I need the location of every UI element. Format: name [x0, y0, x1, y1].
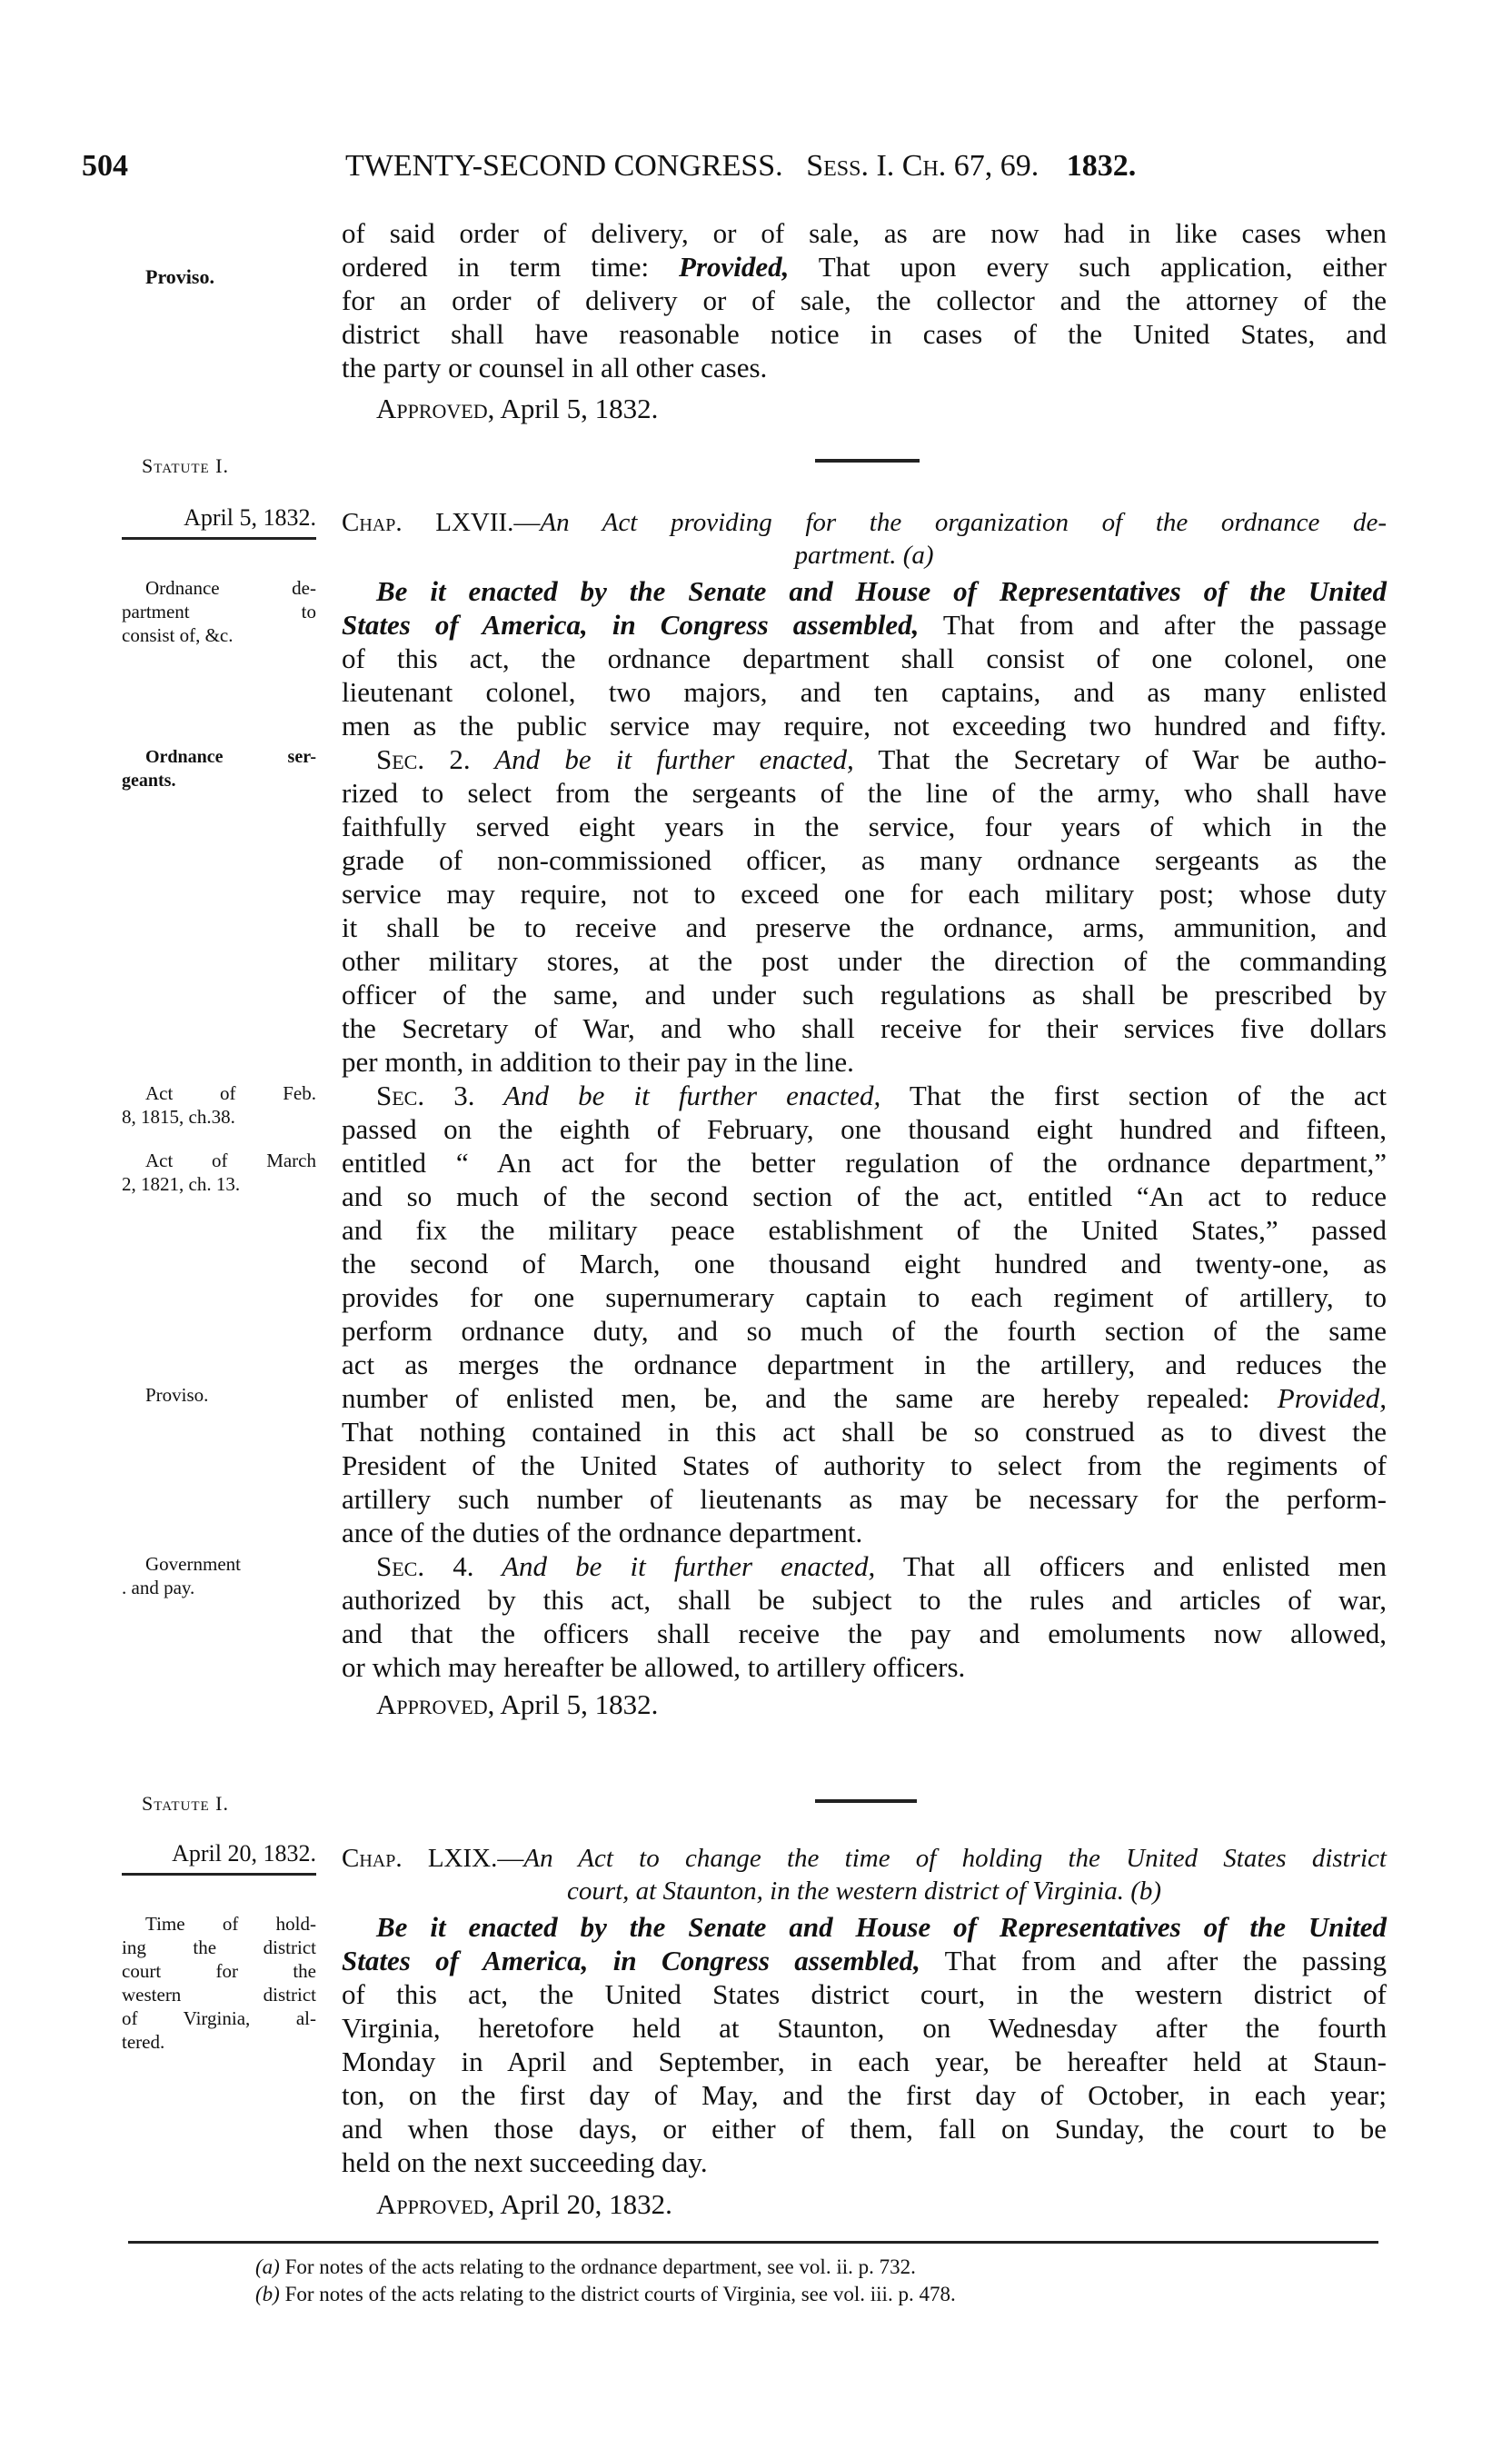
- body-line: and so much of the second section of the act, entitled “An act to reduce: [342, 1180, 1387, 1212]
- section-divider: [815, 1799, 917, 1803]
- margin-note-government-and-pay: Government . and pay.: [122, 1553, 241, 1598]
- body-line: ance of the duties of the ordnance department.: [342, 1517, 863, 1548]
- body-line: Monday in April and September, in each year, be hereafter held at Staun-: [342, 2046, 1387, 2077]
- chapter-title-line: partment. (a): [794, 541, 934, 570]
- body-line: That nothing contained in this act shall be so construed as to divest the: [342, 1416, 1387, 1448]
- page-number: 504: [82, 149, 128, 183]
- margin-note-act-feb-1815: Act of Feb. 8, 1815, ch.38.: [122, 1082, 316, 1128]
- body-line: lieutenant colonel, two majors, and ten captains, and as many enlisted: [342, 676, 1387, 708]
- body-line: service may require, not to exceed one for each military post; whose duty: [342, 878, 1387, 910]
- running-title: [345, 149, 1136, 184]
- body-line: grade of non-commissioned officer, as many ordnance sergeants as the: [342, 844, 1387, 876]
- body-line: rized to select from the sergeants of the line of the army, who shall have: [342, 777, 1387, 809]
- body-line: ton, on the first day of May, and the first day of October, in each year;: [342, 2079, 1387, 2111]
- body-line: act as merges the ordnance department in the artillery, and reduces the: [342, 1349, 1387, 1380]
- chapter-label: Chap. LXVII.—: [342, 508, 541, 537]
- approved-line: Approved, April 5, 1832.: [376, 1688, 659, 1720]
- enacting-clause: Be it enacted by the Senate and House of Representatives of the United: [376, 1911, 1387, 1943]
- margin-note-ordnance-sergeants: Ordnance ser- geants.: [122, 747, 316, 791]
- body-line: the Secretary of War, and who shall receive for their services five dollars: [342, 1012, 1387, 1044]
- body-line: entitled “ An act for the better regulation of the ordnance department,”: [342, 1147, 1387, 1179]
- body-line: States of America, in Congress assembled, That from and after the passing: [342, 1945, 1387, 1976]
- body-line: district shall have reasonable notice in cases of the United States, and: [342, 318, 1387, 350]
- body-line: States of America, in Congress assembled, That from and after the passage: [342, 609, 1387, 641]
- body-line: Virginia, heretofore held at Staunton, on Wednesday after the fourth: [342, 2012, 1387, 2044]
- body-line: provides for one supernumerary captain to each regiment of artillery, to: [342, 1281, 1387, 1313]
- body-line: and that the officers shall receive the pay and emoluments now allowed,: [342, 1618, 1387, 1649]
- margin-note-ordnance-department: Ordnance de- partment to consist of, &c.: [122, 577, 316, 646]
- section-4-heading: Sec. 4. And be it further enacted, That all officers and enlisted men: [376, 1550, 1387, 1582]
- body-line: men as the public service may require, not exceeding two hundred and fifty.: [342, 710, 1387, 742]
- approved-line: Approved, April 5, 1832.: [376, 393, 659, 424]
- chapter-date: April 5, 1832.: [122, 504, 316, 540]
- body-line: for an order of delivery or of sale, the collector and the attorney of the: [342, 284, 1387, 316]
- provided-word: Provided,: [1249, 1382, 1387, 1414]
- body-line: the party or counsel in all other cases.: [342, 352, 768, 383]
- header-year: 1832.: [1066, 149, 1137, 183]
- margin-note-proviso-2: Proviso.: [145, 1384, 209, 1406]
- enacting-clause: Be it enacted by the Senate and House of Representatives of the United: [376, 575, 1387, 607]
- body-line: ordered in term time: Provided, That upon every such application, either: [342, 251, 1388, 283]
- body-line: of said order of delivery, or of sale, as are now had in like cases when: [342, 217, 1387, 249]
- margin-note-proviso: Proviso.: [145, 265, 214, 288]
- body-line: per month, in addition to their pay in the line.: [342, 1046, 854, 1078]
- chapter-label: Chap. LXIX.—: [342, 1844, 524, 1873]
- body-line: and fix the military peace establishment of the United States,” passed: [342, 1214, 1387, 1246]
- body-line: of this act, the ordnance department shall consist of one colonel, one: [342, 642, 1387, 674]
- section-divider: [815, 459, 920, 463]
- body-line: officer of the same, and under such regulations as shall be prescribed by: [342, 979, 1387, 1010]
- body-line: perform ordnance duty, and so much of the fourth section of the same: [342, 1315, 1387, 1347]
- body-line: number of enlisted men, be, and the same are hereby repealed: Provided,: [342, 1382, 1387, 1414]
- chapter-title-line: court, at Staunton, in the western district of Virginia. (b): [566, 1877, 1162, 1906]
- chapter-title-line: Chap. LXIX.—An Act to change the time of holding the United States district: [342, 1844, 1387, 1873]
- statute-label: Statute I.: [142, 454, 230, 477]
- body-line: artillery such number of lieutenants as may be necessary for the perform-: [342, 1483, 1387, 1515]
- chapter-title-line: Chap. LXVII.—An Act providing for the organization of the ordnance de-: [342, 508, 1387, 537]
- provided-word: Provided,: [679, 251, 790, 283]
- body-line: authorized by this act, shall be subject to the rules and articles of war,: [342, 1584, 1387, 1616]
- session-chapters: Sess. I. Ch. 67, 69.: [806, 149, 1040, 183]
- body-line: it shall be to receive and preserve the ordnance, arms, ammunition, and: [342, 911, 1387, 943]
- body-line: other military stores, at the post under the direction of the commanding: [342, 945, 1387, 977]
- body-line: President of the United States of authority to select from the regiments of: [342, 1449, 1387, 1481]
- body-line: of this act, the United States district court, in the western district of: [342, 1978, 1387, 2010]
- section-3-heading: Sec. 3. And be it further enacted, That the first section of the act: [376, 1080, 1387, 1111]
- body-line: or which may hereafter be allowed, to artillery officers.: [342, 1651, 966, 1683]
- body-line: passed on the eighth of February, one thousand eight hundred and fifteen,: [342, 1113, 1387, 1145]
- footnote-a: (a) For notes of the acts relating to the ordnance department, see vol. ii. p. 732.: [255, 2255, 916, 2278]
- approved-line: Approved, April 20, 1832.: [376, 2188, 672, 2220]
- body-line: the second of March, one thousand eight hundred and twenty-one, as: [342, 1248, 1387, 1279]
- body-line: held on the next succeeding day.: [342, 2146, 708, 2178]
- chapter-date: April 20, 1832.: [122, 1840, 316, 1876]
- footnote-rule: [128, 2241, 1378, 2244]
- margin-note-act-march-1821: Act of March 2, 1821, ch. 13.: [122, 1150, 316, 1195]
- section-2-heading: Sec. 2. And be it further enacted, That the Secretary of War be autho-: [376, 743, 1387, 775]
- body-line: faithfully served eight years in the service, four years of which in the: [342, 811, 1387, 842]
- running-header: [0, 149, 1512, 189]
- statute-label: Statute I.: [142, 1792, 230, 1815]
- footnote-b: (b) For notes of the acts relating to the district courts of Virginia, see vol. iii. p. 478.: [255, 2283, 956, 2305]
- congress-title: TWENTY-SECOND CONGRESS.: [345, 149, 783, 183]
- margin-note-time-of-holding: Time of hold- ing the district court for the western district of Virginia, al- tered.: [122, 1913, 316, 2053]
- body-line: and when those days, or either of them, fall on Sunday, the court to be: [342, 2113, 1387, 2145]
